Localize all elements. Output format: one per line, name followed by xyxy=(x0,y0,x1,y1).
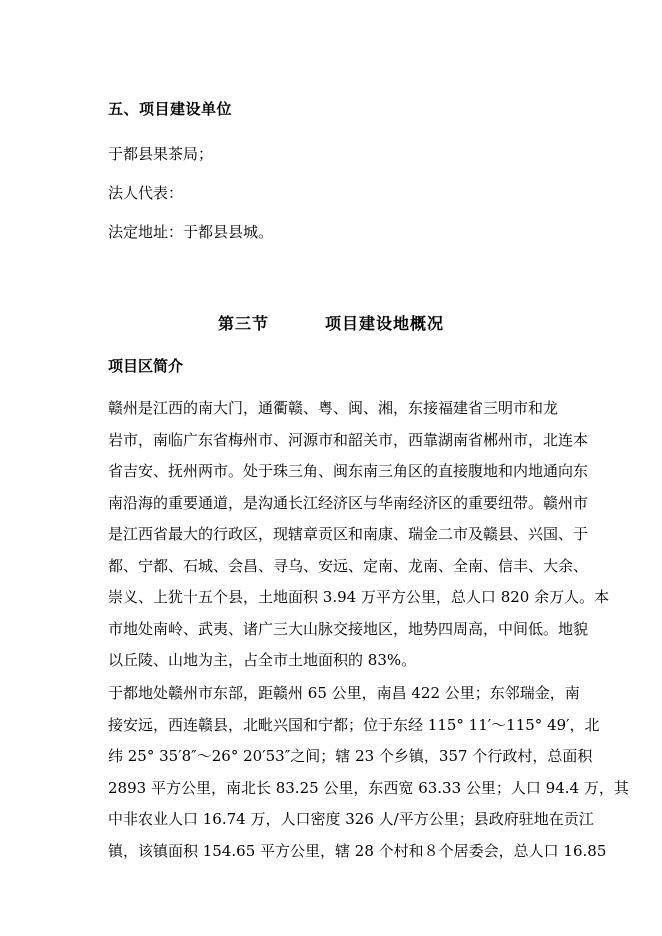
legal-address-line: 法定地址：于都县县城。 xyxy=(108,223,274,241)
paragraph-line: 纬 25° 35′8″～26° 20′53″之间；辖 23 个乡镇，357 个行政村，总面积 xyxy=(108,747,593,765)
paragraph-line: 中非农业人口 16.74 万，人口密度 326 人/平方公里；县政府驻地在贡江 xyxy=(108,810,594,828)
paragraph-line: 接安远，西连赣县，北毗兴国和宁都；位于东经 115° 11′～115° 49′，北 xyxy=(108,715,600,734)
unit-name-line: 于都县果茶局； xyxy=(108,145,214,163)
section-title-number: 第三节 xyxy=(217,314,269,333)
section-title-text: 项目建设地概况 xyxy=(325,314,445,333)
paragraph-line: 是江西省最大的行政区，现辖章贡区和南康、瑞金二市及赣县、兴国、于 xyxy=(108,525,589,543)
paragraph-line: 于都地处赣州市东部，距赣州 65 公里，南昌 422 公里；东邻瑞金，南 xyxy=(108,684,580,702)
subheading-project-area: 项目区简介 xyxy=(108,357,184,375)
paragraph-line: 省吉安、抚州两市。处于珠三角、闽东南三角区的直接腹地和内地通向东 xyxy=(108,462,589,480)
section-title xyxy=(0,311,662,334)
legal-rep-line: 法人代表： xyxy=(108,184,184,202)
paragraph-line: 市地处南岭、武夷、诸广三大山脉交接地区，地势四周高，中间低。地貌 xyxy=(108,619,589,638)
paragraph-line: 崇义、上犹十五个县，土地面积 3.94 万平方公里，总人口 820 余万人。本 xyxy=(108,588,610,606)
paragraph-line: 都、宁都、石城、会昌、寻乌、安远、定南、龙南、全南、信丰、大余、 xyxy=(108,556,589,575)
paragraph-line: 2893 平方公里，南北长 83.25 公里，东西宽 63.33 公里；人口 94.4 万，其 xyxy=(108,778,629,797)
paragraph-line: 赣州是江西的南大门，通衢赣、粤、闽、湘，东接福建省三明市和龙 xyxy=(108,399,559,417)
paragraph-line: 镇，该镇面积 154.65 平方公里，辖 28 个村和８个居委会，总人口 16.85 xyxy=(108,841,607,860)
paragraph-line: 南沿海的重要通道，是沟通长江经济区与华南经济区的重要纽带。赣州市 xyxy=(108,493,589,512)
section5-heading: 五、项目建设单位 xyxy=(108,100,233,118)
paragraph-yudu xyxy=(108,678,629,867)
paragraph-line: 以丘陵、山地为主，占全市土地面积的 83%。 xyxy=(108,651,417,669)
paragraph-line: 岩市，南临广东省梅州市、河源市和韶关市，西靠湖南省郴州市，北连本 xyxy=(108,430,589,449)
paragraph-ganzhou xyxy=(108,393,610,677)
